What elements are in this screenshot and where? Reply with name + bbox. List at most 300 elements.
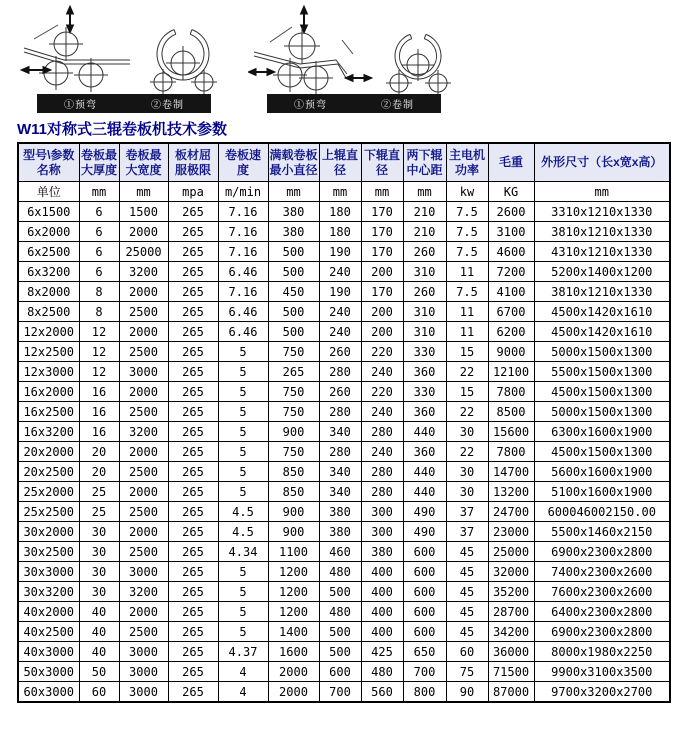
table-cell: 5000x1500x1300 [534, 342, 670, 362]
table-row [18, 642, 670, 662]
table-cell: 7600x2300x2600 [534, 582, 670, 602]
table-cell: 300 [361, 522, 403, 542]
table-row [18, 502, 670, 522]
table-cell: 5 [218, 342, 268, 362]
table-cell: 1400 [268, 622, 319, 642]
table-row [18, 442, 670, 462]
table-cell: mpa [168, 182, 218, 202]
table-cell: 20 [79, 462, 119, 482]
table-cell: 4.5 [218, 502, 268, 522]
table-cell: 45 [446, 562, 488, 582]
table-cell: 4.34 [218, 542, 268, 562]
table-cell: 5 [218, 402, 268, 422]
column-header: 板材屈服极限 [168, 143, 218, 182]
table-cell: 45 [446, 602, 488, 622]
table-cell: 8 [79, 282, 119, 302]
support-roller-right-icon [191, 69, 217, 94]
table-cell: 3810x1210x1330 [534, 222, 670, 242]
table-cell: 22 [446, 402, 488, 422]
table-row [18, 242, 670, 262]
table-cell: 220 [361, 382, 403, 402]
table-cell: 380 [268, 202, 319, 222]
table-cell: 240 [361, 362, 403, 382]
table-cell: 440 [403, 422, 446, 442]
table-cell: 280 [319, 362, 361, 382]
table-cell: 5 [218, 602, 268, 622]
table-cell: 200 [361, 262, 403, 282]
table-cell: 2500 [119, 402, 168, 422]
table-cell: 450 [268, 282, 319, 302]
thickness-tick [270, 27, 292, 42]
table-cell: 240 [319, 302, 361, 322]
table-cell: 500 [268, 302, 319, 322]
table-cell: 6300x1600x1900 [534, 422, 670, 442]
table-cell: 45 [446, 582, 488, 602]
table-cell: 24700 [488, 502, 534, 522]
table-cell: 60 [79, 682, 119, 702]
table-cell: 12x2000 [18, 322, 79, 342]
table-cell: 30x2000 [18, 522, 79, 542]
table-cell: 30 [446, 482, 488, 502]
table-cell: 500 [319, 622, 361, 642]
table-cell: 280 [319, 402, 361, 422]
table-cell: 单位 [18, 182, 79, 202]
table-cell: 330 [403, 382, 446, 402]
table-cell: 71500 [488, 662, 534, 682]
table-cell: 37 [446, 502, 488, 522]
diagram-caption-bar-2 [267, 94, 441, 113]
column-header: 上辊直径 [319, 143, 361, 182]
table-row [18, 422, 670, 442]
table-cell: 2500 [119, 342, 168, 362]
table-row [18, 622, 670, 642]
table-row [18, 202, 670, 222]
table-cell: 4500x1500x1300 [534, 442, 670, 462]
table-cell: 16 [79, 402, 119, 422]
table-cell: 265 [268, 362, 319, 382]
table-cell: 265 [168, 442, 218, 462]
table-cell: 60 [446, 642, 488, 662]
table-cell: 260 [403, 242, 446, 262]
table-cell: 260 [319, 342, 361, 362]
table-cell: 380 [319, 522, 361, 542]
prebend-rolling-diagram-1 [18, 4, 230, 94]
table-cell: 7800 [488, 382, 534, 402]
table-cell: 265 [168, 282, 218, 302]
table-cell: 265 [168, 202, 218, 222]
table-cell: 6x2500 [18, 242, 79, 262]
table-cell: 800 [403, 682, 446, 702]
table-row [18, 382, 670, 402]
table-cell: 400 [361, 562, 403, 582]
unit-row [18, 182, 670, 202]
table-cell: 3100 [488, 222, 534, 242]
table-cell: 23000 [488, 522, 534, 542]
table-cell: 30 [79, 542, 119, 562]
table-cell: 6.46 [218, 322, 268, 342]
table-cell: 240 [361, 402, 403, 422]
table-cell: 6.46 [218, 262, 268, 282]
column-header: 卷板最大厚度 [79, 143, 119, 182]
table-cell: 12 [79, 342, 119, 362]
table-cell: 310 [403, 262, 446, 282]
support-roller-left-icon [386, 70, 412, 94]
table-cell: 750 [268, 342, 319, 362]
table-row [18, 562, 670, 582]
table-row [18, 482, 670, 502]
table-cell: 16x3200 [18, 422, 79, 442]
table-cell: 1600 [268, 642, 319, 662]
table-cell: 200 [361, 322, 403, 342]
table-cell: 490 [403, 522, 446, 542]
table-cell: 28700 [488, 602, 534, 622]
table-cell: 5200x1400x1200 [534, 262, 670, 282]
table-cell: mm [268, 182, 319, 202]
table-cell: 6x1500 [18, 202, 79, 222]
table-cell: mm [534, 182, 670, 202]
table-cell: 480 [361, 662, 403, 682]
table-cell: 40x2000 [18, 602, 79, 622]
table-cell: 600 [403, 622, 446, 642]
table-cell: kw [446, 182, 488, 202]
table-cell: 7.16 [218, 222, 268, 242]
table-cell: 240 [319, 262, 361, 282]
table-cell: 4500x1420x1610 [534, 322, 670, 342]
table-cell: mm [79, 182, 119, 202]
table-cell: 700 [403, 662, 446, 682]
table-cell: 700 [319, 682, 361, 702]
table-cell: 22 [446, 362, 488, 382]
caption-prebend-2: ①预弯 [294, 100, 327, 111]
table-cell: 4.37 [218, 642, 268, 662]
table-cell: 6900x2300x2800 [534, 542, 670, 562]
table-cell: 16 [79, 382, 119, 402]
table-cell: 5500x1500x1300 [534, 362, 670, 382]
table-cell: 310 [403, 322, 446, 342]
table-cell: 2500 [119, 302, 168, 322]
table-row [18, 462, 670, 482]
table-cell: 30x2500 [18, 542, 79, 562]
page-title: W11对称式三辊卷板机技术参数 [17, 121, 228, 138]
table-cell: 30x3200 [18, 582, 79, 602]
table-cell: 170 [361, 202, 403, 222]
table-cell: 25x2500 [18, 502, 79, 522]
table-cell: 4310x1210x1330 [534, 242, 670, 262]
table-cell: 7200 [488, 262, 534, 282]
table-cell: m/min [218, 182, 268, 202]
table-cell: 265 [168, 322, 218, 342]
table-cell: 5 [218, 382, 268, 402]
table-cell: 40x2500 [18, 622, 79, 642]
table-cell: 265 [168, 642, 218, 662]
table-cell: 30 [79, 582, 119, 602]
table-cell: 4500x1500x1300 [534, 382, 670, 402]
table-cell: 265 [168, 222, 218, 242]
table-cell: 280 [361, 482, 403, 502]
table-cell: 340 [319, 462, 361, 482]
table-cell: 16x2000 [18, 382, 79, 402]
horizontal-move-arrow-right-icon [345, 75, 372, 82]
table-cell: 240 [319, 322, 361, 342]
table-cell: 5500x1460x2150 [534, 522, 670, 542]
table-row [18, 602, 670, 622]
table-cell: 265 [168, 482, 218, 502]
table-cell: 500 [268, 262, 319, 282]
table-cell: 180 [319, 222, 361, 242]
table-cell: 7.5 [446, 242, 488, 262]
table-cell: 220 [361, 342, 403, 362]
table-cell: 75 [446, 662, 488, 682]
table-cell: 40x3000 [18, 642, 79, 662]
table-cell: 1200 [268, 562, 319, 582]
table-cell: 330 [403, 342, 446, 362]
bottom-roller-right-icon [74, 58, 108, 92]
table-cell: 2000 [119, 382, 168, 402]
table-cell: 200 [361, 302, 403, 322]
table-cell: 280 [319, 442, 361, 462]
column-header: 下辊直径 [361, 143, 403, 182]
table-cell: 8x2500 [18, 302, 79, 322]
table-cell: 40 [79, 602, 119, 622]
table-cell: 600 [403, 582, 446, 602]
table-cell: 5 [218, 482, 268, 502]
table-cell: 850 [268, 482, 319, 502]
table-cell: 2000 [119, 522, 168, 542]
table-cell: 2000 [119, 322, 168, 342]
table-cell: 6.46 [218, 302, 268, 322]
table-cell: 6x3200 [18, 262, 79, 282]
table-cell: 850 [268, 462, 319, 482]
table-row [18, 362, 670, 382]
table-cell: 190 [319, 282, 361, 302]
table-cell: 1200 [268, 582, 319, 602]
table-cell: 2500 [119, 542, 168, 562]
table-cell: 7.5 [446, 222, 488, 242]
table-cell: 45 [446, 542, 488, 562]
table-cell: 3000 [119, 662, 168, 682]
table-cell: 2000 [268, 662, 319, 682]
table-cell: 50x3000 [18, 662, 79, 682]
table-cell: 5 [218, 562, 268, 582]
table-cell: 265 [168, 302, 218, 322]
table-cell: 15 [446, 342, 488, 362]
table-cell: 30x3000 [18, 562, 79, 582]
column-header: 满载卷板最小直径 [268, 143, 319, 182]
table-cell: 3310x1210x1330 [534, 202, 670, 222]
table-cell: 210 [403, 222, 446, 242]
table-cell: 13200 [488, 482, 534, 502]
table-cell: 30 [446, 422, 488, 442]
table-row [18, 522, 670, 542]
table-cell: 20x2000 [18, 442, 79, 462]
table-cell: 9700x3200x2700 [534, 682, 670, 702]
table-body [18, 182, 670, 702]
table-cell: 265 [168, 622, 218, 642]
table-cell: 900 [268, 502, 319, 522]
table-cell: 265 [168, 362, 218, 382]
table-cell: 11 [446, 262, 488, 282]
table-cell: 8500 [488, 402, 534, 422]
table-cell: 400 [361, 622, 403, 642]
bottom-roller-right-icon [299, 61, 333, 94]
table-cell: 750 [268, 442, 319, 462]
table-cell: 340 [319, 482, 361, 502]
table-row [18, 582, 670, 602]
column-header: 卷板最大宽度 [119, 143, 168, 182]
table-cell: 440 [403, 482, 446, 502]
table-cell: 5 [218, 422, 268, 442]
table-cell: 5 [218, 622, 268, 642]
table-cell: 6x2000 [18, 222, 79, 242]
table-cell: 50 [79, 662, 119, 682]
table-cell: 9000 [488, 342, 534, 362]
table-cell: 900 [268, 422, 319, 442]
table-cell: 265 [168, 582, 218, 602]
table-cell: 380 [361, 542, 403, 562]
table-cell: 6 [79, 222, 119, 242]
column-header: 两下辊中心距 [403, 143, 446, 182]
table-cell: 6700 [488, 302, 534, 322]
table-cell: 260 [403, 282, 446, 302]
table-cell: 265 [168, 682, 218, 702]
table-cell: 5 [218, 582, 268, 602]
table-cell: 600 [403, 542, 446, 562]
table-cell: 7.16 [218, 282, 268, 302]
table-cell: 425 [361, 642, 403, 662]
table-cell: 16 [79, 422, 119, 442]
horizontal-move-arrow-icon [21, 67, 51, 74]
plate-shape [24, 48, 130, 64]
table-cell: 30 [79, 522, 119, 542]
table-cell: 265 [168, 542, 218, 562]
table-cell: mm [403, 182, 446, 202]
table-cell: 8x2000 [18, 282, 79, 302]
table-cell: 440 [403, 462, 446, 482]
table-cell: 9900x3100x3500 [534, 662, 670, 682]
table-cell: 2000 [119, 282, 168, 302]
table-cell: 6 [79, 202, 119, 222]
table-cell: 265 [168, 402, 218, 422]
table-row [18, 302, 670, 322]
table-row [18, 222, 670, 242]
table-cell: 5000x1500x1300 [534, 402, 670, 422]
table-cell: 40 [79, 622, 119, 642]
horizontal-move-arrow-left-icon [248, 69, 275, 76]
column-header: 卷板速度 [218, 143, 268, 182]
table-cell: 15600 [488, 422, 534, 442]
table-cell: 280 [361, 422, 403, 442]
diagram-group-1 [18, 4, 230, 114]
table-cell: 12x2500 [18, 342, 79, 362]
table-cell: 265 [168, 242, 218, 262]
table-cell: 35200 [488, 582, 534, 602]
table-cell: 600 [403, 602, 446, 622]
table-cell: 7.5 [446, 282, 488, 302]
table-cell: 25000 [119, 242, 168, 262]
table-cell: 7.5 [446, 202, 488, 222]
table-cell: mm [319, 182, 361, 202]
column-header: 型号\参数名称 [18, 143, 79, 182]
table-cell: 4600 [488, 242, 534, 262]
table-cell: 45 [446, 622, 488, 642]
table-cell: 4500x1420x1610 [534, 302, 670, 322]
table-cell: 380 [319, 502, 361, 522]
column-header: 外形尺寸（长x宽x高） [534, 143, 670, 182]
table-row [18, 662, 670, 682]
table-cell: 170 [361, 222, 403, 242]
table-row [18, 682, 670, 702]
table-cell: 4 [218, 662, 268, 682]
table-cell: 400 [361, 582, 403, 602]
table-cell: 600 [319, 662, 361, 682]
table-cell: 2500 [119, 502, 168, 522]
vertical-move-arrow-icon [67, 6, 74, 33]
table-cell: 7.16 [218, 242, 268, 262]
table-cell: 310 [403, 302, 446, 322]
table-cell: 40 [79, 642, 119, 662]
table-cell: 12x3000 [18, 362, 79, 382]
table-cell: 500 [319, 642, 361, 662]
table-cell: 2500 [119, 462, 168, 482]
table-cell: 240 [361, 442, 403, 462]
table-cell: 5 [218, 462, 268, 482]
table-cell: 500 [268, 242, 319, 262]
table-cell: 2000 [119, 222, 168, 242]
caption-roll-1: ②卷制 [151, 100, 184, 111]
table-cell: 265 [168, 522, 218, 542]
table-cell: 5100x1600x1900 [534, 482, 670, 502]
table-cell: 2500 [119, 622, 168, 642]
table-cell: 30 [79, 562, 119, 582]
table-cell: 60x3000 [18, 682, 79, 702]
top-roller-icon [284, 28, 320, 64]
table-cell: 750 [268, 402, 319, 422]
table-cell: 3200 [119, 422, 168, 442]
table-cell: 600046002150.00 [534, 502, 670, 522]
table-cell: 5 [218, 442, 268, 462]
table-cell: 170 [361, 282, 403, 302]
center-roller-icon [166, 46, 200, 80]
table-cell: 3200 [119, 582, 168, 602]
table-cell: 4 [218, 682, 268, 702]
table-cell: 6 [79, 242, 119, 262]
table-cell: 360 [403, 362, 446, 382]
support-roller-right-icon [425, 70, 451, 94]
table-cell: 265 [168, 342, 218, 362]
table-cell: 22 [446, 442, 488, 462]
table-cell: 30 [446, 462, 488, 482]
table-cell: 12 [79, 322, 119, 342]
table-row [18, 282, 670, 302]
table-cell: 3000 [119, 562, 168, 582]
table-cell: 260 [319, 382, 361, 402]
caption-roll-2: ②卷制 [381, 100, 414, 111]
table-row [18, 542, 670, 562]
table-cell: mm [361, 182, 403, 202]
table-cell: 36000 [488, 642, 534, 662]
table-cell: 170 [361, 242, 403, 262]
table-cell: 7400x2300x2600 [534, 562, 670, 582]
table-cell: 265 [168, 462, 218, 482]
table-cell: 6400x2300x2800 [534, 602, 670, 622]
table-cell: 4100 [488, 282, 534, 302]
table-cell: 2600 [488, 202, 534, 222]
bend-angle-tick [342, 40, 353, 54]
table-cell: 87000 [488, 682, 534, 702]
table-cell: 3810x1210x1330 [534, 282, 670, 302]
process-diagrams [0, 0, 685, 114]
table-cell: 25 [79, 502, 119, 522]
